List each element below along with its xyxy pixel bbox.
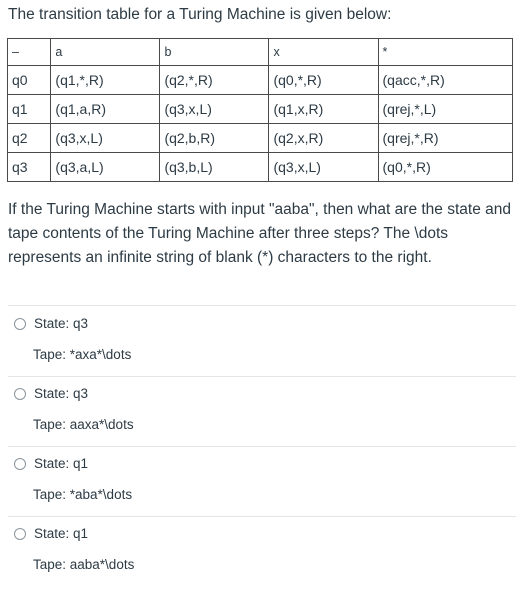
table-row <box>8 95 513 124</box>
radio-button[interactable] <box>14 388 26 400</box>
option-state-label: State: q3 <box>34 316 89 331</box>
option-tape-label: Tape: aaxa*\dots <box>33 417 134 432</box>
option-tape-label: Tape: *aba*\dots <box>33 487 133 502</box>
table-cell: (qacc,*,R) <box>378 66 513 95</box>
table-cell: (qrej,*,L) <box>378 95 513 124</box>
radio-button[interactable] <box>14 528 26 540</box>
radio-button[interactable] <box>14 318 26 330</box>
table-header-cell: a <box>51 39 160 66</box>
table-row <box>8 66 513 95</box>
answer-option-3[interactable] <box>14 456 88 471</box>
table-cell: q1 <box>8 95 51 124</box>
radio-button[interactable] <box>14 458 26 470</box>
table-cell: (q3,a,L) <box>51 153 160 182</box>
question-text: If the Turing Machine starts with input "aaba", then what are the state and tape contents of the Turing Machine after three steps? The \dots represents an infinite string of blank (*) characters to the right. <box>8 201 511 266</box>
intro-text: The transition table for a Turing Machine is given below: <box>8 6 392 23</box>
table-cell: q3 <box>8 153 51 182</box>
option-divider <box>8 305 516 306</box>
table-header-cell: * <box>378 39 513 66</box>
table-cell: (q2,b,R) <box>160 124 269 153</box>
option-state-label: State: q1 <box>34 526 89 541</box>
option-state-label: State: q3 <box>34 386 89 401</box>
table-header-row <box>8 39 513 66</box>
table-cell: (q1,x,R) <box>269 95 378 124</box>
option-divider <box>8 516 516 517</box>
answer-option-4[interactable] <box>14 526 88 541</box>
table-header-cell: b <box>160 39 269 66</box>
table-header-cell: x <box>269 39 378 66</box>
table-cell: (q3,b,L) <box>160 153 269 182</box>
table-cell: (q3,x,L) <box>160 95 269 124</box>
option-tape-label: Tape: *axa*\dots <box>33 347 132 362</box>
answer-option-2[interactable] <box>14 386 88 401</box>
table-cell: (qrej,*,R) <box>378 124 513 153</box>
table-cell: (q1,*,R) <box>51 66 160 95</box>
option-divider <box>8 446 516 447</box>
table-cell: (q2,*,R) <box>160 66 269 95</box>
table-cell: (q3,x,L) <box>51 124 160 153</box>
table-cell: q0 <box>8 66 51 95</box>
answer-option-1[interactable] <box>14 316 88 331</box>
table-cell: (q3,x,L) <box>269 153 378 182</box>
option-divider <box>8 376 516 377</box>
table-cell: (q2,x,R) <box>269 124 378 153</box>
transition-table <box>7 38 513 182</box>
table-cell: (q1,a,R) <box>51 95 160 124</box>
table-header-cell: – <box>8 39 51 66</box>
table-cell: (q0,*,R) <box>269 66 378 95</box>
table-cell: (q0,*,R) <box>378 153 513 182</box>
option-tape-label: Tape: aaba*\dots <box>33 557 135 572</box>
option-state-label: State: q1 <box>34 456 89 471</box>
table-cell: q2 <box>8 124 51 153</box>
table-row <box>8 124 513 153</box>
table-row <box>8 153 513 182</box>
